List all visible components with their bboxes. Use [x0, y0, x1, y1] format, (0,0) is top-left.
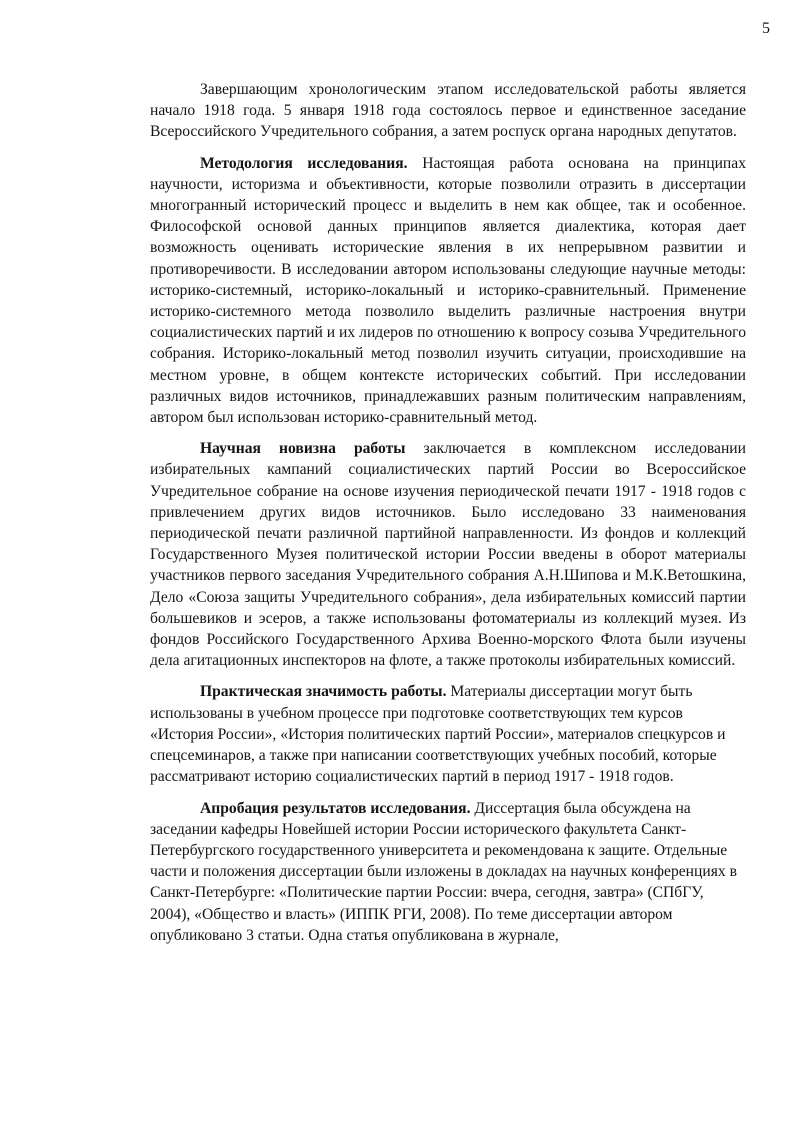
document-body [150, 79, 746, 946]
paragraph-text: Материалы диссертации могут быть использованы в учебном процессе при подготовке соответствующих тем курсов «История России», «История политических партий России», материалов спецкурсов и спецсеминаров, а также при написании соответствующих учебных пособий, которые рассматривают историю социалистических партий в период 1917 - 1918 годов. [150, 683, 726, 786]
paragraph-approbation [150, 798, 746, 946]
page-number: 5 [762, 20, 770, 37]
paragraph-text: заключается в комплексном исследовании избирательных кампаний социалистических партий России во Всероссийское Учредительное собрание на основе изучения периодической печати 1917 - 1918 годов с привлечением других видов источников. Было исследовано 33 наименования периодической печати различной партийной направленности. Из фондов и коллекций Государственного Музея политической истории России введены в оборот материалы участников первого заседания Учредительного собрания А.Н.Шипова и М.К.Ветошкина, Дело «Союза защиты Учредительного собрания», дела избирательных комиссий партии большевиков и эсеров, а также использованы фотоматериалы из коллекций музея. Из фондов Российского Государственного Архива Военно-морского Флота были изучены дела агитационных инспекторов на флоте, а также протоколы избирательных комиссий. [150, 440, 746, 670]
paragraph-novelty [150, 438, 746, 671]
paragraph-chronology [150, 79, 746, 143]
paragraph-text: Завершающим хронологическим этапом исследовательской работы является начало 1918 года. 5 января 1918 года состоялось первое и единственное заседание Всероссийского Учредительного собрания, а затем роспуск органа народных депутатов. [150, 81, 746, 141]
paragraph-text: Диссертация была обсуждена на заседании кафедры Новейшей истории России исторического факультета Санкт-Петербургского государственного университета и рекомендована к защите. Отдельные части и положения диссертации были изложены в докладах на научных конференциях в Санкт-Петербурге: «Политические партии России: вчера, сегодня, завтра» (СПбГУ, 2004), «Общество и власть» (ИППК РГИ, 2008). По теме диссертации автором опубликовано 3 статьи. Одна статья опубликована в журнале, [150, 799, 737, 944]
paragraph-significance [150, 681, 746, 787]
paragraph-heading: Практическая значимость работы. [200, 683, 447, 701]
paragraph-heading: Апробация результатов исследования. [200, 799, 471, 817]
paragraph-methodology [150, 153, 746, 429]
paragraph-heading: Научная новизна работы [200, 440, 406, 458]
paragraph-heading: Методология исследования. [200, 154, 408, 172]
paragraph-text: Настоящая работа основана на принципах научности, историзма и объективности, которые позволили отразить в диссертации многогранный исторический процесс и выделить в нем как общее, так и особенное. Философской основой данных принципов является диалектика, которая дает возможность оценивать исторические явления в их непрерывном развитии и противоречивости. В исследовании автором использованы следующие научные методы: историко-системный, историко-локальный и историко-сравнительный. Применение историко-системного метода позволило выделить различные настроения внутри социалистических партий и их лидеров по отношению к вопросу созыва Учредительного собрания. Историко-локальный метод позволил изучить ситуации, происходившие на местном уровне, в общем контексте исторических событий. При исследовании различных видов источников, принадлежавших разным политическим направлениям, автором был использован историко-сравнительный метод. [150, 154, 746, 427]
